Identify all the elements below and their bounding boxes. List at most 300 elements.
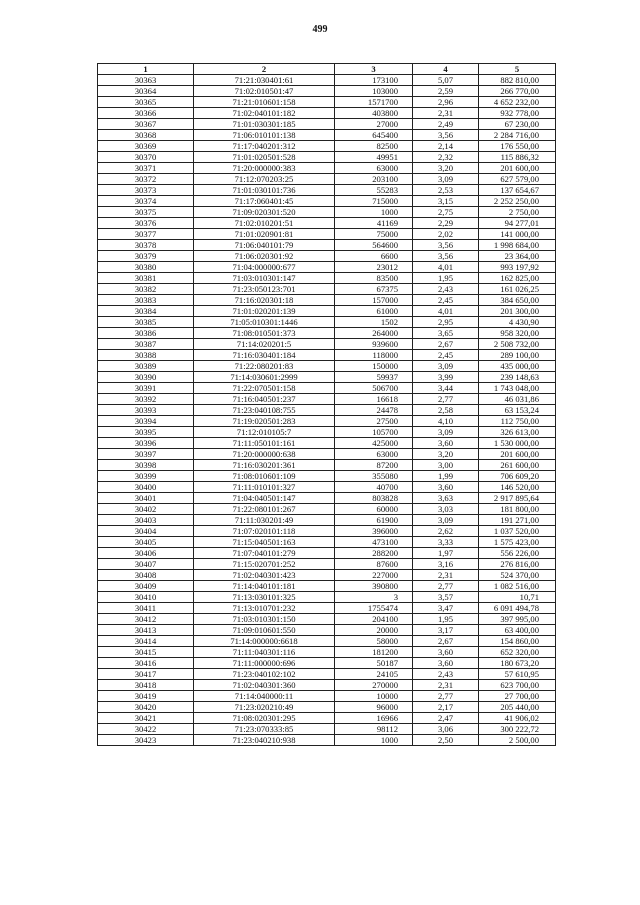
table-row: [98, 449, 556, 460]
value-cell: 205 440,00: [479, 702, 556, 713]
value-cell: 326 613,00: [479, 427, 556, 438]
value-cell: 112 750,00: [479, 416, 556, 427]
table-row: [98, 130, 556, 141]
row-number-cell: 30365: [98, 97, 194, 108]
row-number-cell: 30372: [98, 174, 194, 185]
cadastral-number-cell: 71:14:030601:2999: [194, 372, 335, 383]
cadastral-number-cell: 71:05:010301:1446: [194, 317, 335, 328]
cadastral-number-cell: 71:21:030401:61: [194, 75, 335, 86]
area-cell: 75000: [335, 229, 413, 240]
value-cell: 41 906,02: [479, 713, 556, 724]
cadastral-number-cell: 71:14:040101:181: [194, 581, 335, 592]
cadastral-number-cell: 71:01:020201:139: [194, 306, 335, 317]
table-row: [98, 108, 556, 119]
row-number-cell: 30364: [98, 86, 194, 97]
area-cell: 396000: [335, 526, 413, 537]
rate-cell: 3,33: [413, 537, 479, 548]
table-row: [98, 658, 556, 669]
area-cell: 288200: [335, 548, 413, 559]
cadastral-number-cell: 71:23:040108:755: [194, 405, 335, 416]
table-row: [98, 537, 556, 548]
cadastral-number-cell: 71:22:070501:158: [194, 383, 335, 394]
row-number-cell: 30387: [98, 339, 194, 350]
table-row: [98, 284, 556, 295]
table-row: [98, 680, 556, 691]
cadastral-number-cell: 71:19:020501:283: [194, 416, 335, 427]
value-cell: 63 400,00: [479, 625, 556, 636]
value-cell: 397 995,00: [479, 614, 556, 625]
value-cell: 4 652 232,00: [479, 97, 556, 108]
cadastral-number-cell: 71:06:020301:92: [194, 251, 335, 262]
value-cell: 623 700,00: [479, 680, 556, 691]
cadastral-number-cell: 71:04:040501:147: [194, 493, 335, 504]
table-row: [98, 339, 556, 350]
cadastral-number-cell: 71:01:030301:185: [194, 119, 335, 130]
row-number-cell: 30391: [98, 383, 194, 394]
row-number-cell: 30413: [98, 625, 194, 636]
value-cell: 300 222,72: [479, 724, 556, 735]
row-number-cell: 30393: [98, 405, 194, 416]
cadastral-number-cell: 71:23:020210:49: [194, 702, 335, 713]
rate-cell: 3,56: [413, 251, 479, 262]
rate-cell: 1,99: [413, 471, 479, 482]
cadastral-number-cell: 71:06:040101:79: [194, 240, 335, 251]
row-number-cell: 30373: [98, 185, 194, 196]
cadastral-number-cell: 71:07:020101:118: [194, 526, 335, 537]
table-header-row: [98, 64, 556, 75]
row-number-cell: 30377: [98, 229, 194, 240]
cadastral-number-cell: 71:02:010501:47: [194, 86, 335, 97]
cadastral-number-cell: 71:03:010301:147: [194, 273, 335, 284]
rate-cell: 3,56: [413, 130, 479, 141]
rate-cell: 2,43: [413, 284, 479, 295]
table-row: [98, 471, 556, 482]
area-cell: 1000: [335, 735, 413, 746]
rate-cell: 3,09: [413, 174, 479, 185]
rate-cell: 3,60: [413, 658, 479, 669]
rate-cell: 2,95: [413, 317, 479, 328]
value-cell: 2 750,00: [479, 207, 556, 218]
table-row: [98, 405, 556, 416]
value-cell: 27 700,00: [479, 691, 556, 702]
table-row: [98, 416, 556, 427]
value-cell: 67 230,00: [479, 119, 556, 130]
table-row: [98, 691, 556, 702]
cadastral-number-cell: 71:17:060401:45: [194, 196, 335, 207]
table-row: [98, 383, 556, 394]
table-row: [98, 592, 556, 603]
rate-cell: 2,45: [413, 295, 479, 306]
row-number-cell: 30363: [98, 75, 194, 86]
area-cell: 204100: [335, 614, 413, 625]
area-cell: 390800: [335, 581, 413, 592]
table-row: [98, 581, 556, 592]
rate-cell: 3,09: [413, 361, 479, 372]
rate-cell: 2,50: [413, 735, 479, 746]
cadastral-number-cell: 71:15:020701:252: [194, 559, 335, 570]
value-cell: 154 860,00: [479, 636, 556, 647]
row-number-cell: 30382: [98, 284, 194, 295]
value-cell: 94 277,01: [479, 218, 556, 229]
area-cell: 24478: [335, 405, 413, 416]
value-cell: 10,71: [479, 592, 556, 603]
rate-cell: 4,01: [413, 306, 479, 317]
value-cell: 261 600,00: [479, 460, 556, 471]
cadastral-number-cell: 71:04:000000:677: [194, 262, 335, 273]
value-cell: 2 284 716,00: [479, 130, 556, 141]
rate-cell: 2,75: [413, 207, 479, 218]
area-cell: 59937: [335, 372, 413, 383]
row-number-cell: 30415: [98, 647, 194, 658]
area-cell: 61900: [335, 515, 413, 526]
cadastral-number-cell: 71:09:010601:550: [194, 625, 335, 636]
area-cell: 203100: [335, 174, 413, 185]
column-header-2: 2: [194, 64, 335, 75]
row-number-cell: 30376: [98, 218, 194, 229]
area-cell: 10000: [335, 691, 413, 702]
cadastral-number-cell: 71:11:030201:49: [194, 515, 335, 526]
value-cell: 23 364,00: [479, 251, 556, 262]
area-cell: 61000: [335, 306, 413, 317]
area-cell: 803828: [335, 493, 413, 504]
rate-cell: 2,45: [413, 350, 479, 361]
rate-cell: 2,67: [413, 636, 479, 647]
rate-cell: 1,95: [413, 614, 479, 625]
table-row: [98, 306, 556, 317]
cadastral-number-cell: 71:11:050101:161: [194, 438, 335, 449]
rate-cell: 3,17: [413, 625, 479, 636]
area-cell: 82500: [335, 141, 413, 152]
row-number-cell: 30410: [98, 592, 194, 603]
data-table: [97, 63, 556, 746]
row-number-cell: 30422: [98, 724, 194, 735]
area-cell: 24105: [335, 669, 413, 680]
row-number-cell: 30423: [98, 735, 194, 746]
area-cell: 425000: [335, 438, 413, 449]
value-cell: 161 026,25: [479, 284, 556, 295]
area-cell: 50187: [335, 658, 413, 669]
cadastral-number-cell: 71:23:040210:938: [194, 735, 335, 746]
area-cell: 16618: [335, 394, 413, 405]
rate-cell: 2,77: [413, 394, 479, 405]
cadastral-number-cell: 71:14:040000:11: [194, 691, 335, 702]
value-cell: 201 600,00: [479, 449, 556, 460]
rate-cell: 3,60: [413, 438, 479, 449]
value-cell: 2 917 895,64: [479, 493, 556, 504]
value-cell: 932 778,00: [479, 108, 556, 119]
value-cell: 201 300,00: [479, 306, 556, 317]
value-cell: 652 320,00: [479, 647, 556, 658]
table-row: [98, 141, 556, 152]
rate-cell: 3,47: [413, 603, 479, 614]
row-number-cell: 30407: [98, 559, 194, 570]
value-cell: 239 148,63: [479, 372, 556, 383]
table-row: [98, 526, 556, 537]
area-cell: 150000: [335, 361, 413, 372]
table-row: [98, 328, 556, 339]
value-cell: 141 000,00: [479, 229, 556, 240]
value-cell: 181 800,00: [479, 504, 556, 515]
cadastral-number-cell: 71:02:040301:360: [194, 680, 335, 691]
row-number-cell: 30368: [98, 130, 194, 141]
rate-cell: 2,49: [413, 119, 479, 130]
cadastral-number-cell: 71:08:010601:109: [194, 471, 335, 482]
table-row: [98, 152, 556, 163]
value-cell: 180 673,20: [479, 658, 556, 669]
table-row: [98, 97, 556, 108]
row-number-cell: 30375: [98, 207, 194, 218]
cadastral-number-cell: 71:16:040501:237: [194, 394, 335, 405]
cadastral-number-cell: 71:02:040301:423: [194, 570, 335, 581]
cadastral-number-cell: 71:08:010501:373: [194, 328, 335, 339]
value-cell: 2 500,00: [479, 735, 556, 746]
rate-cell: 3,20: [413, 163, 479, 174]
area-cell: 27000: [335, 119, 413, 130]
rate-cell: 2,47: [413, 713, 479, 724]
row-number-cell: 30417: [98, 669, 194, 680]
table-row: [98, 548, 556, 559]
table-row: [98, 636, 556, 647]
table-row: [98, 713, 556, 724]
row-number-cell: 30395: [98, 427, 194, 438]
area-cell: 227000: [335, 570, 413, 581]
cadastral-number-cell: 71:01:020901:81: [194, 229, 335, 240]
value-cell: 993 197,92: [479, 262, 556, 273]
cadastral-number-cell: 71:02:040101:182: [194, 108, 335, 119]
row-number-cell: 30374: [98, 196, 194, 207]
value-cell: 266 770,00: [479, 86, 556, 97]
area-cell: 63000: [335, 449, 413, 460]
rate-cell: 2,43: [413, 669, 479, 680]
rate-cell: 3,44: [413, 383, 479, 394]
area-cell: 157000: [335, 295, 413, 306]
cadastral-number-cell: 71:14:020201:5: [194, 339, 335, 350]
row-number-cell: 30388: [98, 350, 194, 361]
area-cell: 1502: [335, 317, 413, 328]
area-cell: 55283: [335, 185, 413, 196]
area-cell: 49951: [335, 152, 413, 163]
cadastral-number-cell: 71:12:070203:25: [194, 174, 335, 185]
cadastral-number-cell: 71:21:010601:158: [194, 97, 335, 108]
area-cell: 564600: [335, 240, 413, 251]
column-header-3: 3: [335, 64, 413, 75]
table-row: [98, 317, 556, 328]
table-row: [98, 427, 556, 438]
value-cell: 162 825,00: [479, 273, 556, 284]
table-row: [98, 570, 556, 581]
value-cell: 435 000,00: [479, 361, 556, 372]
value-cell: 2 508 732,00: [479, 339, 556, 350]
table-row: [98, 394, 556, 405]
table-row: [98, 273, 556, 284]
table-row: [98, 625, 556, 636]
area-cell: 40700: [335, 482, 413, 493]
rate-cell: 3,57: [413, 592, 479, 603]
value-cell: 556 226,00: [479, 548, 556, 559]
value-cell: 384 650,00: [479, 295, 556, 306]
page-number: 499: [312, 24, 328, 35]
table-row: [98, 614, 556, 625]
value-cell: 627 579,00: [479, 174, 556, 185]
value-cell: 1 575 423,00: [479, 537, 556, 548]
rate-cell: 2,77: [413, 691, 479, 702]
table-row: [98, 493, 556, 504]
area-cell: 87600: [335, 559, 413, 570]
area-cell: 20000: [335, 625, 413, 636]
rate-cell: 3,63: [413, 493, 479, 504]
cadastral-number-cell: 71:01:030101:736: [194, 185, 335, 196]
table-row: [98, 174, 556, 185]
value-cell: 137 654,67: [479, 185, 556, 196]
table-row: [98, 438, 556, 449]
rate-cell: 2,77: [413, 581, 479, 592]
row-number-cell: 30390: [98, 372, 194, 383]
row-number-cell: 30384: [98, 306, 194, 317]
row-number-cell: 30406: [98, 548, 194, 559]
table-row: [98, 207, 556, 218]
table-row: [98, 229, 556, 240]
cadastral-number-cell: 71:11:010101:327: [194, 482, 335, 493]
rate-cell: 2,58: [413, 405, 479, 416]
rate-cell: 3,60: [413, 647, 479, 658]
table-row: [98, 251, 556, 262]
value-cell: 201 600,00: [479, 163, 556, 174]
row-number-cell: 30366: [98, 108, 194, 119]
area-cell: 118000: [335, 350, 413, 361]
area-cell: 27500: [335, 416, 413, 427]
rate-cell: 3,56: [413, 240, 479, 251]
rate-cell: 3,03: [413, 504, 479, 515]
cadastral-number-cell: 71:09:020301:520: [194, 207, 335, 218]
cadastral-number-cell: 71:20:000000:638: [194, 449, 335, 460]
table-row: [98, 482, 556, 493]
value-cell: 882 810,00: [479, 75, 556, 86]
rate-cell: 2,31: [413, 108, 479, 119]
table-row: [98, 647, 556, 658]
area-cell: 173100: [335, 75, 413, 86]
cadastral-number-cell: 71:17:040201:312: [194, 141, 335, 152]
value-cell: 4 430,90: [479, 317, 556, 328]
cadastral-number-cell: 71:07:040101:279: [194, 548, 335, 559]
row-number-cell: 30403: [98, 515, 194, 526]
rate-cell: 2,96: [413, 97, 479, 108]
value-cell: 1 998 684,00: [479, 240, 556, 251]
value-cell: 115 886,32: [479, 152, 556, 163]
value-cell: 2 252 250,00: [479, 196, 556, 207]
table-row: [98, 262, 556, 273]
row-number-cell: 30386: [98, 328, 194, 339]
row-number-cell: 30385: [98, 317, 194, 328]
area-cell: 355080: [335, 471, 413, 482]
cadastral-number-cell: 71:15:040501:163: [194, 537, 335, 548]
rate-cell: 3,15: [413, 196, 479, 207]
table-row: [98, 361, 556, 372]
table-row: [98, 460, 556, 471]
rate-cell: 2,31: [413, 680, 479, 691]
row-number-cell: 30409: [98, 581, 194, 592]
table-row: [98, 185, 556, 196]
column-header-5: 5: [479, 64, 556, 75]
table-row: [98, 119, 556, 130]
rate-cell: 3,65: [413, 328, 479, 339]
area-cell: 3: [335, 592, 413, 603]
area-cell: 473100: [335, 537, 413, 548]
row-number-cell: 30383: [98, 295, 194, 306]
rate-cell: 2,14: [413, 141, 479, 152]
value-cell: 706 609,20: [479, 471, 556, 482]
area-cell: 6600: [335, 251, 413, 262]
value-cell: 1 082 516,00: [479, 581, 556, 592]
rate-cell: 2,53: [413, 185, 479, 196]
area-cell: 58000: [335, 636, 413, 647]
cadastral-number-cell: 71:03:010301:150: [194, 614, 335, 625]
row-number-cell: 30411: [98, 603, 194, 614]
area-cell: 1755474: [335, 603, 413, 614]
cadastral-number-cell: 71:11:040301:116: [194, 647, 335, 658]
table-row: [98, 724, 556, 735]
rate-cell: 2,17: [413, 702, 479, 713]
rate-cell: 3,09: [413, 515, 479, 526]
rate-cell: 4,01: [413, 262, 479, 273]
cadastral-number-cell: 71:22:080201:83: [194, 361, 335, 372]
value-cell: 63 153,24: [479, 405, 556, 416]
area-cell: 60000: [335, 504, 413, 515]
area-cell: 98112: [335, 724, 413, 735]
rate-cell: 2,02: [413, 229, 479, 240]
area-cell: 939600: [335, 339, 413, 350]
area-cell: 645400: [335, 130, 413, 141]
value-cell: 57 610,95: [479, 669, 556, 680]
value-cell: 146 520,00: [479, 482, 556, 493]
cadastral-number-cell: 71:23:040102:102: [194, 669, 335, 680]
cadastral-number-cell: 71:16:020301:18: [194, 295, 335, 306]
row-number-cell: 30396: [98, 438, 194, 449]
table-row: [98, 504, 556, 515]
area-cell: 181200: [335, 647, 413, 658]
area-cell: 506700: [335, 383, 413, 394]
table-row: [98, 75, 556, 86]
cadastral-number-cell: 71:16:030401:184: [194, 350, 335, 361]
row-number-cell: 30392: [98, 394, 194, 405]
row-number-cell: 30419: [98, 691, 194, 702]
row-number-cell: 30369: [98, 141, 194, 152]
table-row: [98, 196, 556, 207]
rate-cell: 3,00: [413, 460, 479, 471]
table-row: [98, 372, 556, 383]
area-cell: 103000: [335, 86, 413, 97]
table-row: [98, 350, 556, 361]
rate-cell: 2,62: [413, 526, 479, 537]
area-cell: 83500: [335, 273, 413, 284]
row-number-cell: 30398: [98, 460, 194, 471]
rate-cell: 2,32: [413, 152, 479, 163]
area-cell: 270000: [335, 680, 413, 691]
table-row: [98, 702, 556, 713]
cadastral-number-cell: 71:06:010101:138: [194, 130, 335, 141]
cadastral-number-cell: 71:12:010105:7: [194, 427, 335, 438]
row-number-cell: 30389: [98, 361, 194, 372]
row-number-cell: 30405: [98, 537, 194, 548]
table-row: [98, 669, 556, 680]
rate-cell: 1,97: [413, 548, 479, 559]
area-cell: 41169: [335, 218, 413, 229]
table-row: [98, 515, 556, 526]
area-cell: 1571700: [335, 97, 413, 108]
rate-cell: 2,67: [413, 339, 479, 350]
row-number-cell: 30420: [98, 702, 194, 713]
table-row: [98, 295, 556, 306]
rate-cell: 3,16: [413, 559, 479, 570]
